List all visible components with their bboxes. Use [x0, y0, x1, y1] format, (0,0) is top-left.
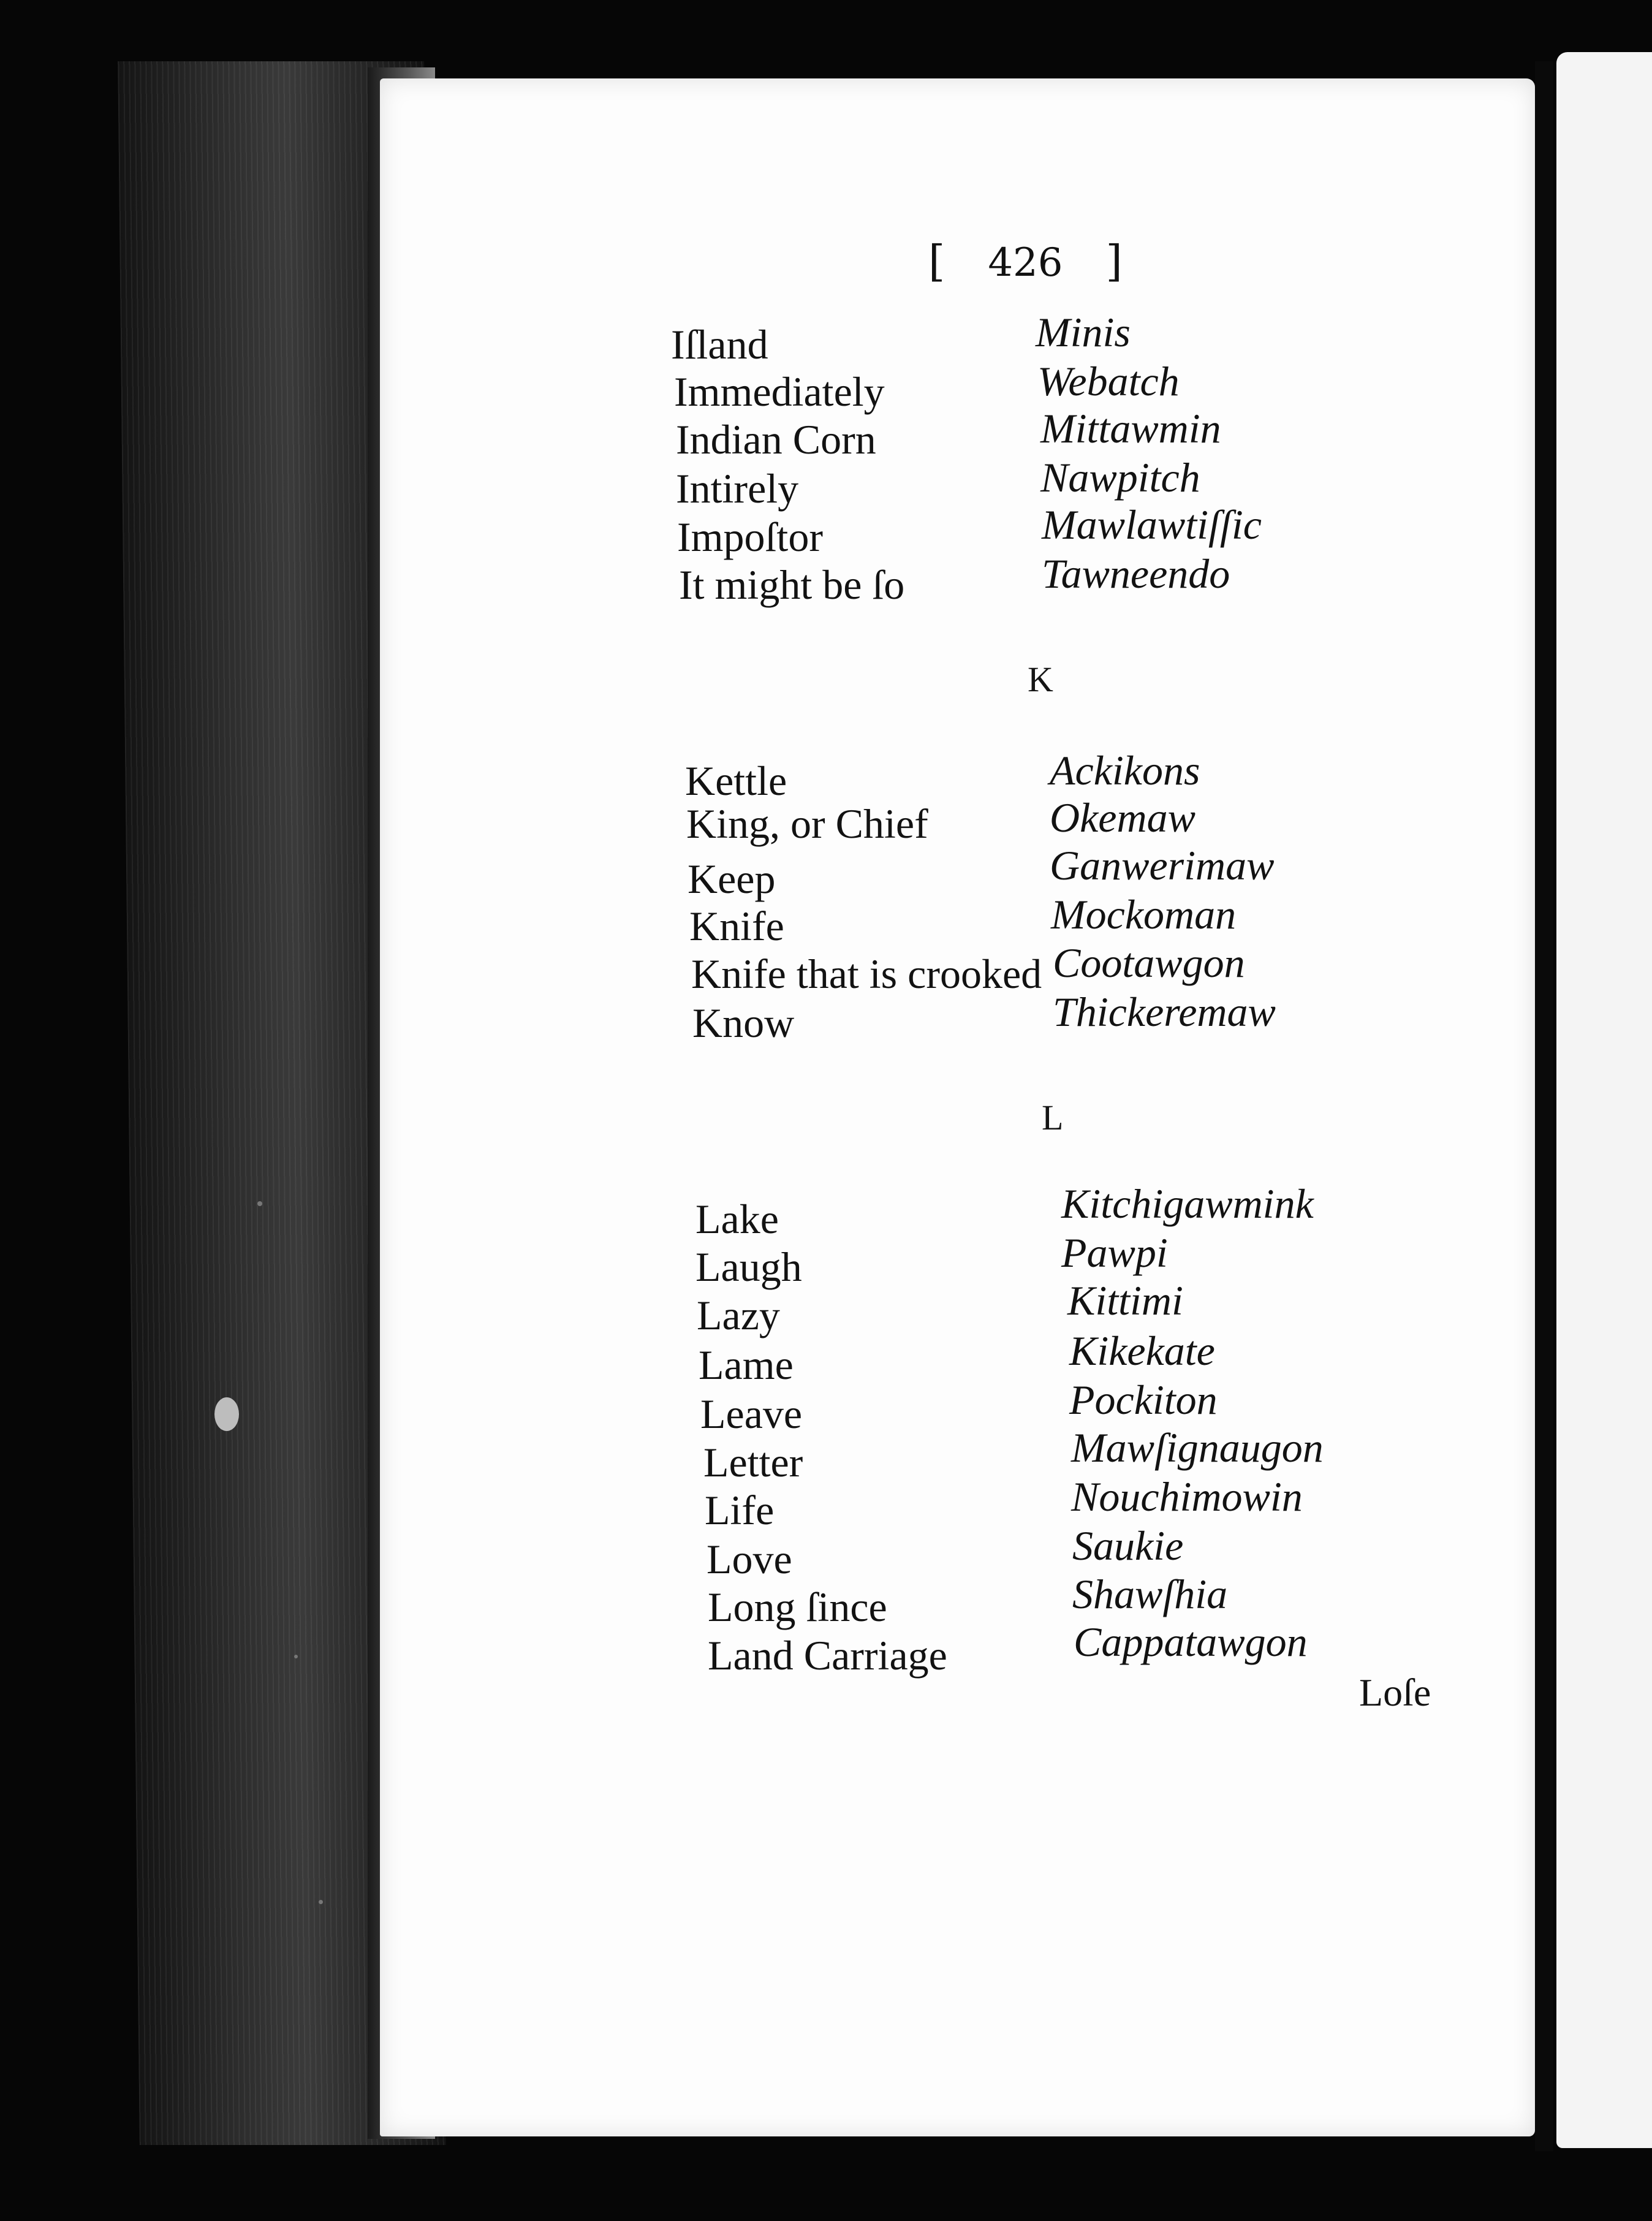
- section-letter-l: L: [1042, 1098, 1064, 1137]
- section-letter-k: K: [1028, 659, 1053, 699]
- term: Knife that is crooked: [691, 951, 1042, 997]
- translation: Mawſignaugon: [1071, 1424, 1324, 1471]
- translation: Tawneendo: [1042, 550, 1230, 597]
- term: Lake: [695, 1196, 779, 1242]
- translation: Minis: [1036, 309, 1131, 355]
- book-gutter: [1535, 61, 1553, 2151]
- translation: Webatch: [1037, 358, 1180, 404]
- term: Love: [707, 1536, 792, 1582]
- page-header: [928, 236, 1123, 286]
- translation: Nawpitch: [1040, 454, 1200, 501]
- term: Long ſince: [708, 1584, 887, 1630]
- term: Immediately: [674, 368, 885, 415]
- edge-speck: [214, 1397, 239, 1431]
- translation: Mockoman: [1051, 891, 1237, 938]
- term: It might be ſo: [679, 561, 905, 608]
- term: Laugh: [695, 1243, 802, 1290]
- translation: Cootawgon: [1053, 940, 1245, 986]
- translation: Saukie: [1072, 1522, 1184, 1569]
- translation: Kittimi: [1067, 1277, 1183, 1324]
- translation: Nouchimowin: [1071, 1473, 1303, 1520]
- term: Life: [705, 1487, 775, 1533]
- term: Letter: [703, 1439, 803, 1486]
- bracket-left: [: [928, 236, 945, 286]
- edge-speck: [319, 1900, 323, 1904]
- facing-page-edge: [1556, 52, 1652, 2148]
- translation: Okemaw: [1050, 794, 1195, 841]
- term: King, or Chief: [686, 800, 928, 847]
- translation: Ackikons: [1050, 747, 1200, 794]
- translation: Cappatawgon: [1074, 1619, 1308, 1665]
- translation: Kitchigawmink: [1061, 1180, 1314, 1227]
- term: Know: [692, 1000, 795, 1046]
- term: Lame: [699, 1342, 794, 1388]
- term: Intirely: [676, 465, 799, 512]
- term: Keep: [688, 856, 776, 902]
- translation: Pawpi: [1061, 1229, 1168, 1276]
- term: Indian Corn: [676, 416, 876, 463]
- term: Knife: [689, 903, 784, 949]
- term: Impoſtor: [677, 514, 823, 560]
- edge-speck: [257, 1201, 262, 1206]
- translation: Mittawmin: [1040, 405, 1221, 452]
- book-page: [380, 78, 1535, 2136]
- term: Kettle: [685, 757, 787, 804]
- translation: Kikekate: [1069, 1327, 1215, 1374]
- translation: Pockiton: [1069, 1376, 1218, 1423]
- term: Leave: [700, 1391, 803, 1437]
- edge-speck: [294, 1655, 298, 1658]
- translation: Thickeremaw: [1053, 989, 1276, 1035]
- term: Iſland: [671, 321, 768, 368]
- term: Lazy: [697, 1292, 780, 1338]
- translation: Mawlawtiſſic: [1042, 501, 1262, 548]
- translation: Ganwerimaw: [1050, 842, 1275, 889]
- catchword: Loſe: [1359, 1671, 1431, 1714]
- term: Land Carriage: [708, 1632, 947, 1679]
- bracket-right: ]: [1105, 236, 1123, 286]
- page-number: 426: [988, 240, 1063, 286]
- translation: Shawſhia: [1072, 1571, 1228, 1617]
